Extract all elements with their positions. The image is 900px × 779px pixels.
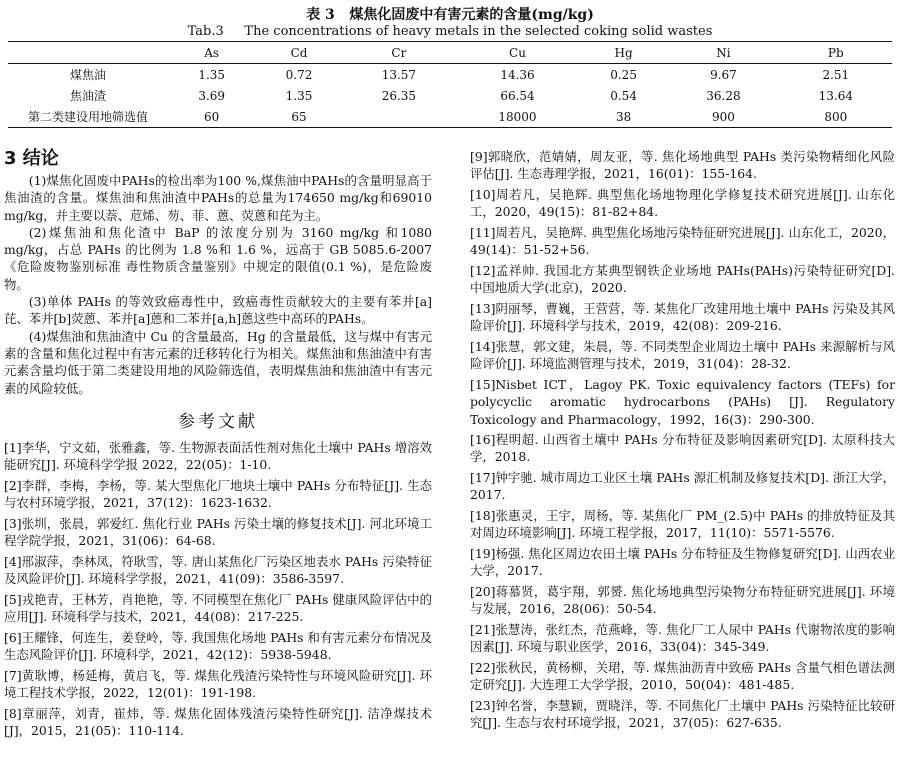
header-cell: Cu <box>509 45 526 60</box>
section-title: 3 结论 <box>4 148 59 169</box>
reference-item: [8]章丽萍，刘青，崔炜，等. 煤焦化固体残渣污染特性研究[J]. 洁净煤技术[J]，2015，21(05)：110-114. <box>4 705 432 739</box>
table-cell: 36.28 <box>706 88 741 103</box>
header-cell: Cd <box>290 45 308 60</box>
table-cell: 2.51 <box>822 67 850 82</box>
reference-list-left <box>4 439 432 739</box>
reference-item: [7]黄耿博，杨延梅，黄启飞，等. 煤焦化残渣污染特性与环境风险研究[J]. 环境工程技术学报，2022，12(01)：191-198. <box>4 667 432 701</box>
reference-list-right <box>470 148 895 732</box>
table-cell: 26.35 <box>381 88 417 103</box>
reference-item: [13]阴丽琴，曹巍，王营营，等. 某焦化厂改建用地土壤中 PAHs 污染及其风险评价[J]. 环境科学与技术，2019，42(08)：209-216. <box>470 300 895 334</box>
metals-table-section <box>8 6 892 128</box>
reference-item: [9]郭晓欣，范婧婧，周友亚，等. 焦化场地典型 PAHs 类污染物精细化风险评估[J]. 生态毒理学报，2021，16(01)：155-164. <box>470 149 895 182</box>
reference-item: [6]王耀锋，何连生，姜登岭，等. 我国焦化场地 PAHs 和有害元素分布情况及生态风险评价[J]. 环境科学，2021，42(12)：5938-5948. <box>4 629 432 663</box>
header-cell <box>8 42 168 64</box>
reference-item: [10]周若凡，吴艳辉. 典型焦化场地物理化学修复技术研究进展[J]. 山东化工，2020，49(15)：81-82+84. <box>470 186 895 220</box>
reference-item: [1]李华，宁文茹，张雅鑫，等. 生物源表面活性剂对焦化土壤中 PAHs 增溶效能研究[J]. 环境科学学报 2022，22(05)：1-10. <box>4 439 432 473</box>
table-cell: 1.35 <box>285 88 313 103</box>
reference-item: [17]钟宇驰. 城市周边工业区土壤 PAHs 源汇机制及修复技术[D]. 浙江大学，2017. <box>470 470 895 503</box>
table-row <box>8 64 892 86</box>
table-cell: 0.72 <box>285 67 313 82</box>
conclusion-paragraph: (4)煤焦油和焦油渣中 Cu 的含量最高，Hg 的含量最低，这与煤中有害元素的含量和焦化过程中有害元素的迁移转化行为相关。煤焦油和焦油渣中有害元素含量均低于第二类建设用地的风险筛选值，表明煤焦油和焦油渣中有害元素的风险较低。 <box>4 328 432 396</box>
table-cell: 18000 <box>498 109 537 124</box>
reference-item: [22]张秋民，黄杨柳，关珺，等. 煤焦油沥青中致癌 PAHs 含量气相色谱法测定研究[J]. 大连理工大学学报，2010，50(04)：481-485. <box>470 660 895 693</box>
table-cell: 14.36 <box>500 67 535 82</box>
reference-item: [20]蒋慕贤，葛宇翔，郭赟. 焦化场地典型污染物分布特征研究进展[J]. 环境与发展，2016，28(06)：50-54. <box>470 584 895 617</box>
table-header-row <box>8 42 892 64</box>
table-cell: 0.25 <box>610 67 637 82</box>
table-cell: 1.35 <box>198 67 226 82</box>
header-cell: Hg <box>614 45 633 60</box>
reference-item: [4]邢淑萍，李林凤，符耿雪，等. 唐山某焦化厂污染区地表水 PAHs 污染特征及风险评价[J]. 环境科学学报，2021，41(09)：3586-3597. <box>4 553 432 587</box>
reference-item: [14]张慧，郭文建，朱晨，等. 不同类型企业周边土壤中 PAHs 来源解析与风险评价[J]. 环境监测管理与技术，2019，31(04)：28-32. <box>470 338 895 372</box>
reference-item: [12]孟祥帅. 我国北方某典型钢铁企业场地 PAHs(PAHs)污染特征研究[D]. 中国地质大学(北京)，2020. <box>470 262 895 296</box>
table-row <box>8 106 892 128</box>
table-cell: 13.64 <box>818 88 853 103</box>
left-column <box>4 148 432 743</box>
references-heading: 参考文献 <box>178 411 258 432</box>
header-cell: Pb <box>827 45 844 60</box>
reference-item: [3]张圳，张晨，郭爱红. 焦化行业 PAHs 污染土壤的修复技术[J]. 河北环境工程学院学报，2021，31(06)：64-68. <box>4 515 432 549</box>
reference-item: [19]杨强. 焦化区周边农田土壤 PAHs 分布特征及生物修复研究[D]. 山西农业大学，2017. <box>470 546 895 579</box>
table-cell <box>343 106 455 128</box>
table-cell: 9.67 <box>710 67 737 82</box>
reference-item: [21]张慧涛，张红杰，范燕峰，等. 焦化厂工人尿中 PAHs 代谢物浓度的影响因素[J]. 环境与职业医学，2016，33(04)：345-349. <box>470 622 895 655</box>
row-label: 煤焦油 <box>69 68 106 82</box>
table-caption-cn: 表 3 煤焦化固废中有害元素的含量(mg/kg) <box>306 7 594 23</box>
reference-item: [18]张惠灵，王宇，周杨，等. 某焦化厂 PM_(2.5)中 PAHs 的排放特征及其对周边环境影响[J]. 环境工程学报，2017，11(10)：5571-5576. <box>470 508 895 541</box>
heavy-metals-table <box>8 41 892 128</box>
conclusion-paragraph: (3)单体 PAHs 的等效致癌毒性中，致癌毒性贡献较大的主要有苯并[a]芘、苯并[b]荧蒽、苯并[a]蒽和二苯并[a,h]蒽这些中高环的PAHs。 <box>4 294 432 327</box>
table-cell: 60 <box>204 109 220 124</box>
row-label: 焦油渣 <box>69 89 106 103</box>
reference-item: [5]戎艳青，王林芳，肖艳艳，等. 不同模型在焦化厂 PAHs 健康风险评估中的应用[J]. 环境科学与技术，2021，44(08)：217-225. <box>4 591 432 625</box>
conclusion-paragraph: (2)煤焦油和焦化渣中 BaP 的浓度分别为 3160 mg/kg 和1080 mg/kg，占总 PAHs 的比例为 1.8 %和 1.6 %，远高于 GB 5085.6-2007《危险废物鉴别标准 毒性物质含量鉴别》中规定的限值(0.1 %)，是危险废物。 <box>4 224 432 292</box>
header-cell: Ni <box>716 45 731 60</box>
reference-item: [11]周若凡，吴艳辉. 典型焦化场地污染特征研究进展[J]. 山东化工，2020，49(14)：51-52+56. <box>470 224 895 258</box>
table-cell: 900 <box>712 109 735 124</box>
header-cell: Cr <box>391 45 407 60</box>
reference-item: [15]Nisbet ICT，Lagoy PK. Toxic equivalency factors (TEFs) for polycyclic aromatic hydrocarbons (PAHs) [J]. Regulatory Toxicology and Pharmacology，1992，16(3)：290-300. <box>470 376 895 427</box>
conclusion-paragraph: (1)煤焦化固废中PAHs的检出率为100 %,煤焦油中PAHs的含量明显高于焦油渣的含量。煤焦油和焦油渣中PAHs的总量为174650 mg/kg和69010 mg/kg，并主要以萘、苊烯、芴、菲、蒽、荧蒽和芘为主。 <box>4 173 432 223</box>
table-cell: 38 <box>615 109 632 124</box>
reference-item: [16]程明超. 山西省土壤中 PAHs 分布特征及影响因素研究[D]. 太原科技大学，2018. <box>470 432 895 465</box>
table-cell: 13.57 <box>381 67 417 82</box>
reference-item: [2]李群，李梅，李杨，等. 某大型焦化厂地块土壤中 PAHs 分布特征[J]. 生态与农村环境学报，2021，37(12)：1623-1632. <box>4 477 432 511</box>
table-cell: 800 <box>824 109 848 124</box>
table-caption-en: Tab.3 The concentrations of heavy metals in the selected coking solid wastes <box>187 24 713 39</box>
table-cell: 66.54 <box>500 88 535 103</box>
row-label: 第二类建设用地筛选值 <box>27 110 148 124</box>
table-cell: 65 <box>291 109 307 124</box>
right-column <box>470 148 895 735</box>
table-cell: 0.54 <box>610 88 637 103</box>
table-cell: 3.69 <box>198 88 226 103</box>
header-cell: As <box>204 45 220 60</box>
reference-item: [23]钟名誉，李慧颖，贾晓洋，等. 不同焦化厂土壤中 PAHs 污染特征比较研究[J]. 生态与农村环境学报，2021，37(05)：627-635. <box>470 698 895 731</box>
table-row <box>8 85 892 106</box>
